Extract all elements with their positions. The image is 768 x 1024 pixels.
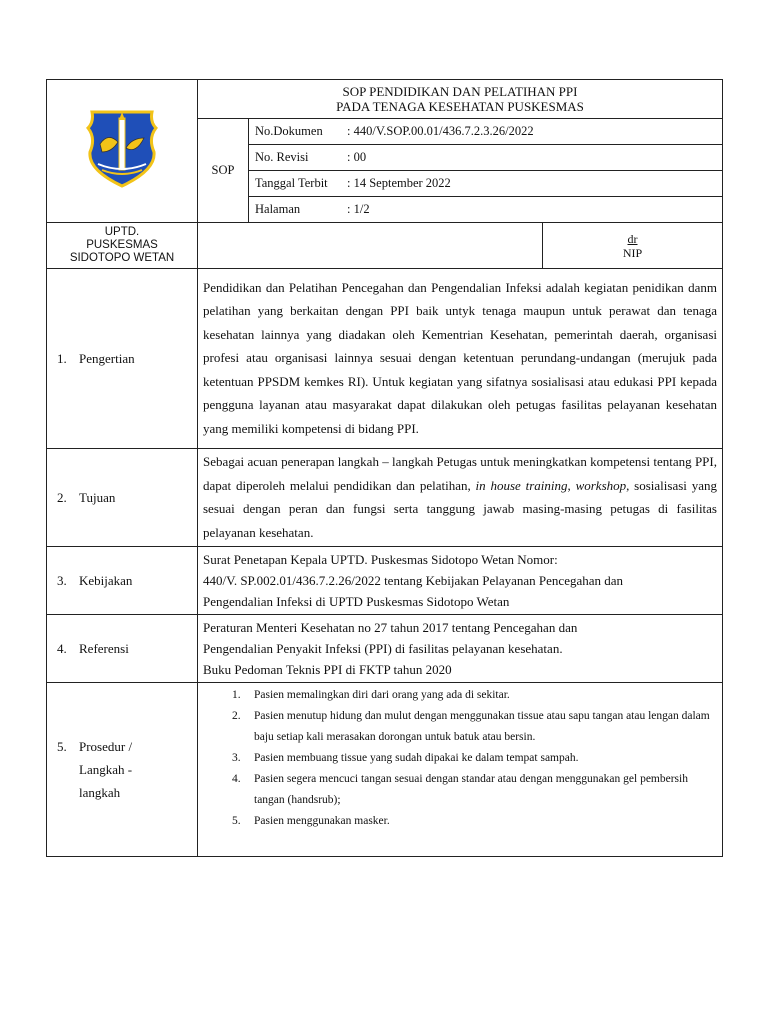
- section-label-kebijakan: [47, 547, 198, 615]
- tujuan-text-c: , sosialisasi yang sesuai dengan peran dan fungsi serta tanggung jawab masing-masing petugas di fasilitas pelayanan kesehatan.: [203, 477, 717, 540]
- issue-date-label: Tanggal Terbit: [255, 176, 328, 190]
- section-title: Tujuan: [79, 490, 116, 505]
- section-title: Pengertian: [79, 351, 135, 366]
- procedure-step: [198, 685, 716, 706]
- section-body-prosedur: [198, 683, 723, 857]
- section-number: 2.: [57, 490, 67, 505]
- step-number: 5.: [232, 815, 241, 827]
- sop-label: SOP: [198, 119, 249, 223]
- signature-cell: [543, 223, 723, 269]
- tujuan-em-2: workshop: [575, 477, 627, 493]
- referensi-line-2: Pengendalian Penyakit Infeksi (PPI) di fasilitas pelayanan kesehatan.: [203, 640, 563, 656]
- section-number: 5.: [57, 739, 67, 754]
- page-row: [249, 197, 723, 223]
- page-label: Halaman: [255, 202, 301, 216]
- blank-cell: [198, 223, 543, 269]
- revision-row: [249, 145, 723, 171]
- section-body-pengertian: Pendidikan dan Pelatihan Pencegahan dan Pengendalian Infeksi adalah kegiatan penidikan danm pelatihan yang berkaitan dengan PPI baik untyk tenaga maupun untuk perawat dan tenaga kesehatan lainnya yang diadakan oleh Kementrian Kesehatan, pemerintah daerah, organisasi profesi atau organisasi lainnya sesuai dengan ketentuan perundang-undangan (merujuk pada ketentuan PPSDM kemkes RI). Untuk kegiatan yang sifatnya sosialisasi atau edukasi PPI kepada pengguna layanan atau masyarakat dapat dilakukan oleh petugas fasilitas pelayanan kesehatan yang memiliki kompetensi di bidang PPI.: [198, 269, 723, 449]
- revision-value: : 00: [347, 150, 367, 164]
- doc-number-value: : 440/V.SOP.00.01/436.7.2.3.26/2022: [347, 124, 534, 138]
- section-number: 1.: [57, 351, 67, 366]
- procedure-step: [198, 748, 716, 769]
- kebijakan-line-3: Pengendalian Infeksi di UPTD Puskesmas Sidotopo Wetan: [203, 593, 510, 609]
- step-number: 4.: [232, 773, 241, 785]
- sop-document: [46, 79, 722, 857]
- section-title: Kebijakan: [79, 573, 133, 588]
- section-body-referensi: [198, 615, 723, 683]
- referensi-line-1: Peraturan Menteri Kesehatan no 27 tahun 2017 tentang Pencegahan dan: [203, 619, 578, 635]
- logo-cell: [47, 80, 198, 223]
- section-title: Referensi: [79, 641, 129, 656]
- doc-number-row: [249, 119, 723, 145]
- section-label-prosedur: [47, 683, 198, 857]
- step-text: Pasien menggunakan masker.: [254, 815, 390, 827]
- procedure-step: [198, 706, 716, 748]
- procedure-steps: [198, 683, 722, 856]
- step-number: 2.: [232, 710, 241, 722]
- issue-date-value: : 14 September 2022: [347, 176, 451, 190]
- section-title-line-1: Prosedur /: [79, 739, 133, 754]
- kebijakan-line-1: Surat Penetapan Kepala UPTD. Puskesmas Sidotopo Wetan Nomor:: [203, 551, 558, 567]
- kebijakan-line-2: 440/V. SP.002.01/436.7.2.26/2022 tentang Kebijakan Pelayanan Pencegahan dan: [203, 572, 624, 588]
- step-number: 1.: [232, 689, 241, 701]
- unit-line-3: SIDOTOPO WETAN: [69, 252, 175, 264]
- section-label-referensi: [47, 615, 198, 683]
- section-label-tujuan: [47, 449, 198, 547]
- tujuan-text-a: Sebagai acuan penerapan langkah – langkah Petugas untuk meningkatkan kompetensi tentang PPI, dapat diperoleh melalui pendidikan dan pelatihan,: [203, 454, 717, 493]
- section-title-line-3: langkah: [79, 785, 121, 800]
- section-body-kebijakan: [198, 547, 723, 615]
- title-line-2: PADA TENAGA KESEHATAN PUSKESMAS: [336, 99, 584, 114]
- section-number: 3.: [57, 573, 67, 588]
- step-text: Pasien menutup hidung dan mulut dengan menggunakan tissue atau sapu tangan atau lengan dalam baju setiap kali merasakan dorongan untuk batuk atau bersin.: [254, 710, 710, 743]
- sop-table: [46, 79, 723, 857]
- tujuan-text-b: ,: [567, 477, 576, 493]
- unit-line-2: PUSKESMAS: [86, 239, 158, 251]
- procedure-step: [198, 769, 716, 811]
- step-text: Pasien segera mencuci tangan sesuai dengan standar atau dengan menggunakan gel pembersih tangan (handsrub);: [254, 773, 688, 806]
- surabaya-emblem-icon: [84, 108, 160, 190]
- procedure-step: [198, 811, 716, 832]
- section-label-pengertian: [47, 269, 198, 449]
- page-value: : 1/2: [347, 202, 370, 216]
- title-line-1: SOP PENDIDIKAN DAN PELATIHAN PPI: [342, 84, 578, 99]
- signatory-nip: NIP: [622, 245, 643, 260]
- section-title-line-2: Langkah -: [79, 762, 133, 777]
- step-text: Pasien membuang tissue yang sudah dipakai ke dalam tempat sampah.: [254, 752, 579, 764]
- unit-line-1: UPTD.: [104, 226, 140, 238]
- referensi-line-3: Buku Pedoman Teknis PPI di FKTP tahun 2020: [203, 661, 452, 677]
- tujuan-em-1: in house training: [475, 477, 568, 493]
- step-number: 3.: [232, 752, 241, 764]
- step-text: Pasien memalingkan diri dari orang yang ada di sekitar.: [254, 689, 510, 701]
- issue-date-row: [249, 171, 723, 197]
- unit-name: [47, 223, 198, 269]
- revision-label: No. Revisi: [255, 150, 309, 164]
- signatory-name: dr: [627, 231, 638, 246]
- doc-number-label: No.Dokumen: [255, 124, 323, 138]
- section-number: 4.: [57, 641, 67, 656]
- section-body-tujuan: [198, 449, 723, 547]
- document-title: [198, 80, 723, 119]
